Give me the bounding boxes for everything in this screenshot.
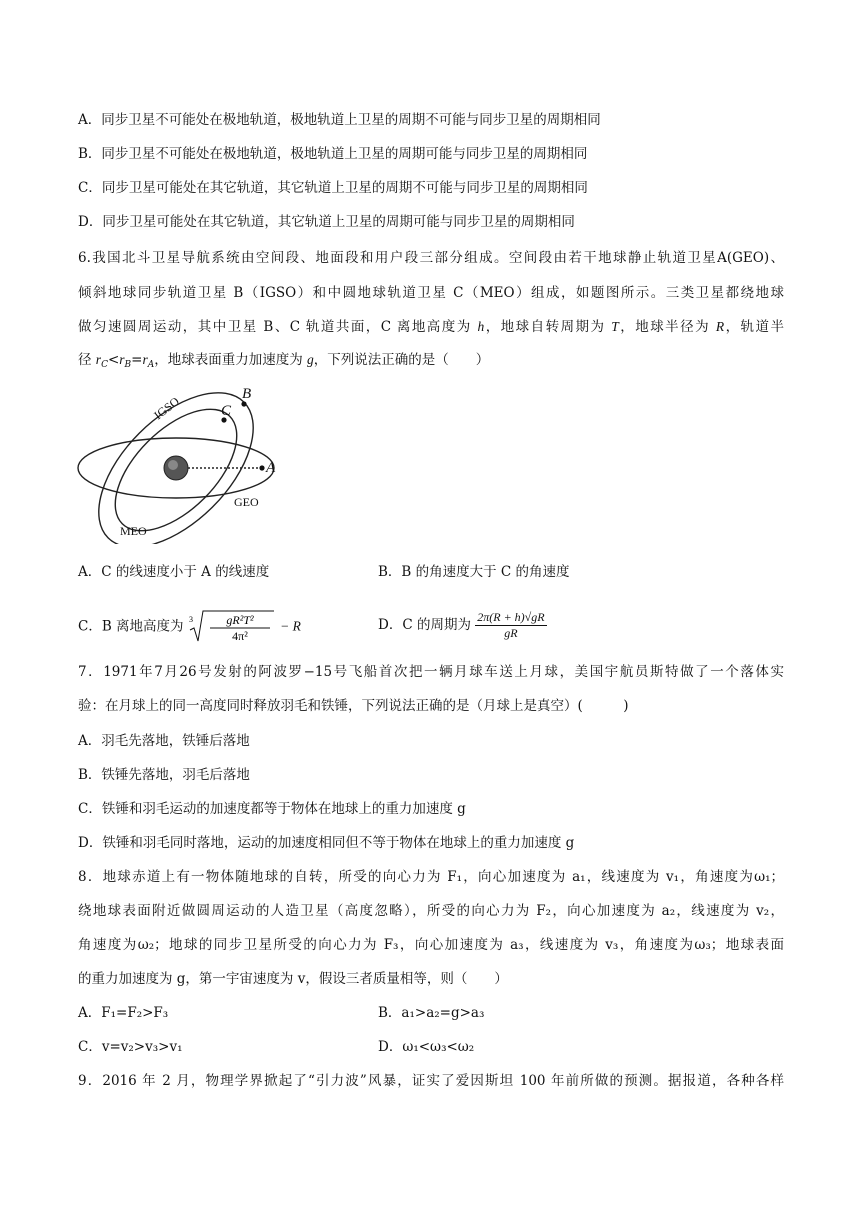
label-igso: IGSO	[151, 394, 182, 423]
q7-option-a: A．羽毛先落地，铁锤后落地	[78, 733, 250, 749]
q5-option-c: C．同步卫星可能处在其它轨道，其它轨道上卫星的周期不可能与同步卫星的周期相同	[78, 180, 588, 196]
q6-stem-line-3: 做匀速圆周运动，其中卫星 B、C 轨道共面，C 离地高度为 h，地球自转周期为 T，地球半径为 R，轨道半	[78, 319, 785, 335]
q5-option-b: B．同步卫星不可能处在极地轨道，极地轨道上卫星的周期可能与同步卫星的周期相同	[78, 146, 588, 162]
label-c: C	[221, 403, 232, 419]
satellite-b	[241, 401, 246, 406]
q9-stem-line-1: 9．2016 年 2 月，物理学界掀起了“引力波”风暴，证实了爱因斯坦 100 年前所做的预测。据报道，各种各样	[78, 1073, 784, 1089]
cube-root	[188, 610, 276, 644]
orbit-diagram	[76, 384, 282, 544]
svg-text:3: 3	[188, 615, 193, 624]
q6-stem-line-2: 倾斜地球同步轨道卫星 B（IGSO）和中圆地球轨道卫星 C（MEO）组成，如题图所示。三类卫星都绕地球	[78, 285, 784, 301]
q5-option-d: D．同步卫星可能处在其它轨道，其它轨道上卫星的周期可能与同步卫星的周期相同	[78, 214, 575, 230]
q8-option-c: C．v=v₂>v₃>v₁	[78, 1039, 183, 1055]
q5-option-a: A．同步卫星不可能处在极地轨道，极地轨道上卫星的周期不可能与同步卫星的周期相同	[78, 112, 601, 128]
cube-root-sign	[188, 610, 276, 644]
label-meo: MEO	[120, 524, 147, 538]
q6-option-c: C．B 离地高度为 3 gR²T² 4π² − R	[78, 610, 301, 644]
q8-stem-line-3: 角速度为ω₂；地球的同步卫星所受的向心力为 F₃，向心加速度为 a₃，线速度为 v₃，角速度为ω₃；地球表面	[78, 937, 784, 953]
svg-text:gR²T²: gR²T²	[226, 613, 254, 627]
q8-stem-line-2: 绕地球表面附近做圆周运动的人造卫星（高度忽略），所受的向心力为 F₂，向心加速度为 a₂，线速度为 v₂，	[78, 903, 784, 919]
q7-stem-line-1: 7．1971年7月26号发射的阿波罗−15号飞船首次把一辆月球车送上月球，美国宇航员斯特做了一个落体实	[78, 664, 784, 680]
q6-option-a: A．C 的线速度小于 A 的线速度	[78, 564, 270, 580]
q7-option-c: C．铁锤和羽毛运动的加速度都等于物体在地球上的重力加速度 g	[78, 801, 466, 817]
q6-stem-line-1: 6.我国北斗卫星导航系统由空间段、地面段和用户段三部分组成。空间段由若干地球静止轨道卫星A(GEO)、	[78, 250, 784, 266]
satellite-a	[259, 465, 264, 470]
label-b: B	[242, 386, 252, 402]
period-fraction: $\frac{2\pi(R + h)√gR}{gR}$	[477, 610, 545, 640]
q8-stem-line-1: 8．地球赤道上有一物体随地球的自转，所受的向心力为 F₁，向心加速度为 a₁，线速度为 v₁，角速度为ω₁；	[78, 869, 784, 885]
q7-option-b: B．铁锤先落地，羽毛后落地	[78, 767, 250, 783]
q8-stem-line-4: 的重力加速度为 g，第一宇宙速度为 v，假设三者质量相等，则（ ）	[78, 971, 508, 987]
q8-option-d: D．ω₁<ω₃<ω₂	[378, 1039, 475, 1055]
q6-stem-line-4: 径 $r_C<r_B=r_A$，地球表面重力加速度为 g，下列说法正确的是（ ）	[78, 352, 490, 370]
svg-text:4π²: 4π²	[232, 629, 248, 643]
q7-stem-line-2: 验：在月球上的同一高度同时释放羽毛和铁锤，下列说法正确的是（月球上是真空）( )	[78, 698, 629, 714]
q7-option-d: D．铁锤和羽毛同时落地，运动的加速度相同但不等于物体在地球上的重力加速度 g	[78, 835, 575, 851]
q6-option-d: D．C 的周期为 $\frac{2\pi(R + h)√gR}{gR}$	[378, 610, 545, 640]
label-a: A	[266, 460, 276, 476]
q6-option-b: B．B 的角速度大于 C 的角速度	[378, 564, 570, 580]
label-geo: GEO	[234, 495, 259, 509]
q8-option-a: A．F₁=F₂>F₃	[78, 1005, 169, 1021]
q8-option-b: B．a₁>a₂=g>a₃	[378, 1005, 485, 1021]
